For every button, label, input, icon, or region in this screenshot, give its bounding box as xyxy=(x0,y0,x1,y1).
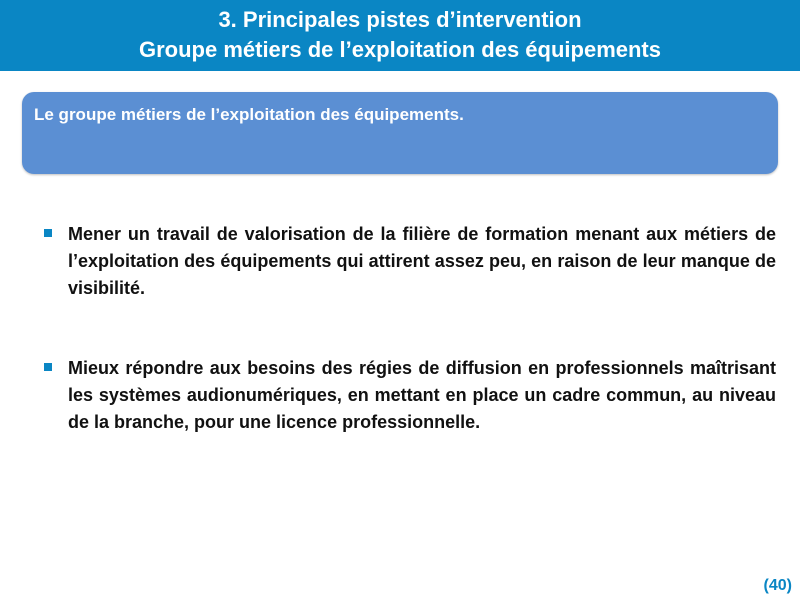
square-bullet-icon xyxy=(44,229,52,237)
header-title-line-1: 3. Principales pistes d’intervention xyxy=(218,7,582,32)
slide-header xyxy=(0,0,800,71)
section-banner xyxy=(22,92,778,174)
bullet-list xyxy=(44,221,776,436)
square-bullet-icon xyxy=(44,363,52,371)
bullet-text: Mener un travail de valorisation de la filière de formation menant aux métiers de l’exploitation des équipements qui attirent assez peu, en raison de leur manque de visibilité. xyxy=(68,224,776,298)
bullet-text: Mieux répondre aux besoins des régies de diffusion en professionnels maîtrisant les systèmes audionumériques, en mettant en place un cadre commun, au niveau de la branche, pour une licence professionnelle. xyxy=(68,358,776,432)
banner-text: Le groupe métiers de l’exploitation des équipements. xyxy=(34,105,464,124)
bullet-item xyxy=(44,355,776,436)
page-number: (40) xyxy=(763,577,792,594)
bullet-item xyxy=(44,221,776,302)
header-title-line-2: Groupe métiers de l’exploitation des équipements xyxy=(138,37,661,62)
